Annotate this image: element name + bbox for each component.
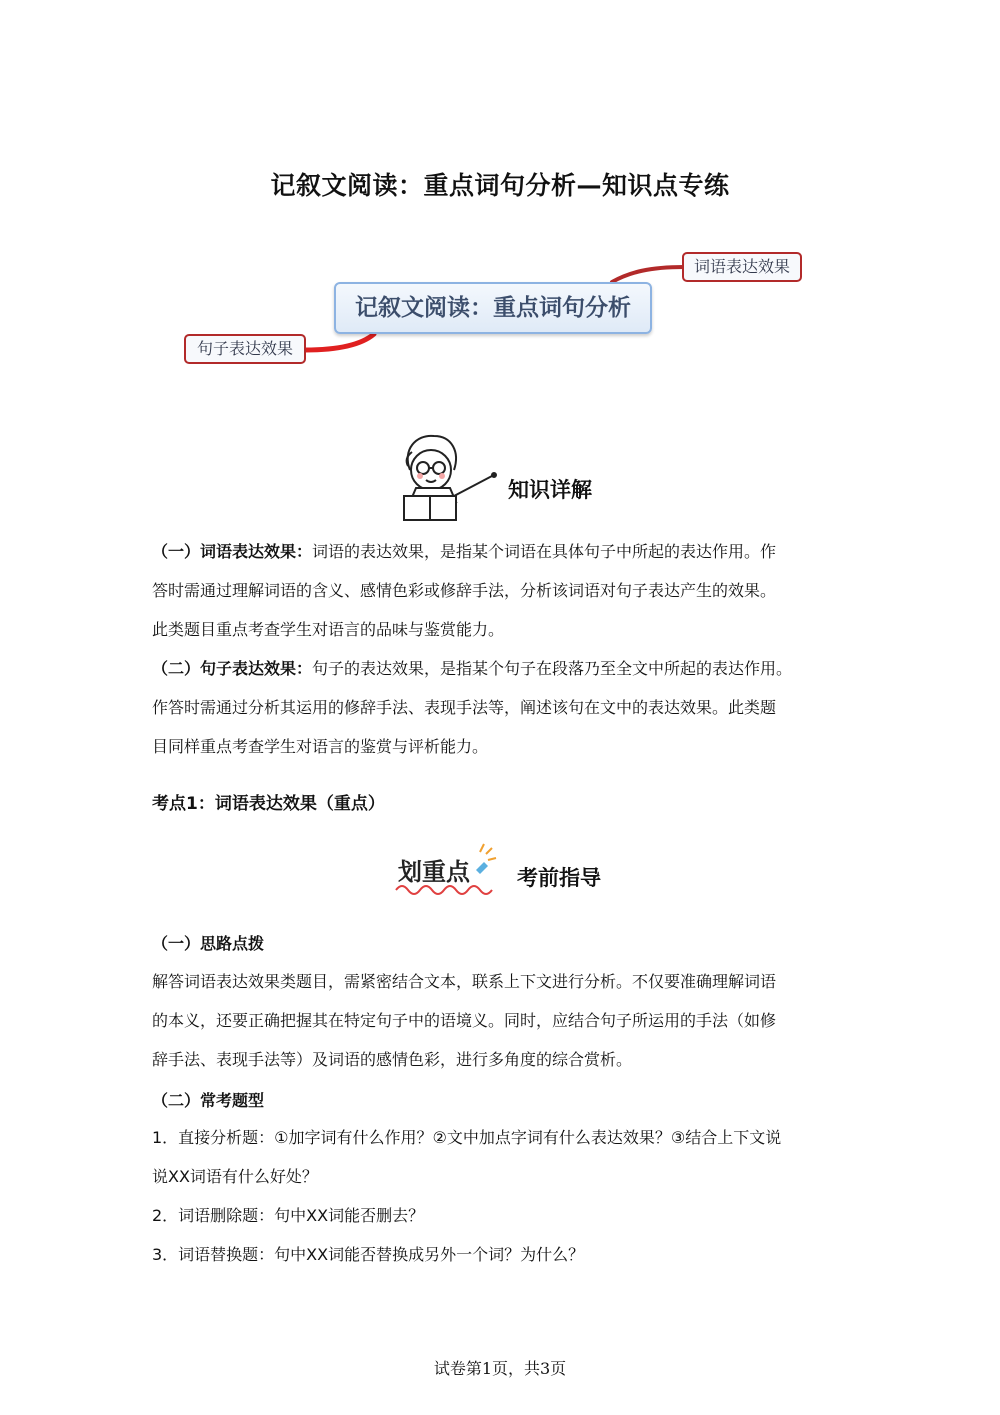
focus-badge-label: 考前指导 <box>517 865 601 890</box>
list-item-2: 2．词语删除题：句中XX词能否删去？ <box>152 1206 425 1225</box>
mindmap-center-node: 记叙文阅读：重点词句分析 <box>334 282 652 334</box>
sub2-heading: （二）常考题型 <box>152 1091 265 1110</box>
list-item-1-line1: 1．直接分析题：①加字词有什么作用？②文中加点字词有什么表达效果？③结合上下文说 <box>152 1128 782 1147</box>
list-item-1-line2: 说XX词语有什么好处？ <box>152 1167 318 1186</box>
section2-line2: 作答时需通过分析其运用的修辞手法、表现手法等，阐述该句在文中的表达效果。此类题 <box>152 698 777 717</box>
sub2-list <box>152 1118 852 1274</box>
sub1-heading: （一）思路点拨 <box>152 934 265 953</box>
section1-line2: 答时需通过理解词语的含义、感情色彩或修辞手法，分析该词语对句子表达产生的效果。 <box>152 581 777 600</box>
section1-paragraph <box>152 532 852 649</box>
section1-label: （一）词语表达效果： <box>152 542 313 561</box>
focus-stamp-text: 划重点 <box>398 858 470 886</box>
section2-text: 句子的表达效果，是指某个句子在段落乃至全文中所起的表达作用。 <box>312 659 793 678</box>
sub1-line2: 的本义，还要正确把握其在特定句子中的语境义。同时，应结合句子所运用的手法（如修 <box>152 1011 777 1030</box>
section1-line3: 此类题目重点考查学生对语言的品味与鉴赏能力。 <box>152 620 505 639</box>
section1-text: 词语的表达效果，是指某个词语在具体句子中所起的表达作用。作 <box>312 542 777 561</box>
document-title: 记叙文阅读：重点词句分析—知识点专练 <box>270 171 730 200</box>
teacher-icon <box>396 430 506 526</box>
section2-line3: 目同样重点考查学生对语言的鉴赏与评析能力。 <box>152 737 489 756</box>
page-footer: 试卷第1页，共3页 <box>433 1359 567 1378</box>
focus-stamp-icon <box>392 842 504 900</box>
list-item-3: 3．词语替换题：句中XX词能否替换成另外一个词？为什么？ <box>152 1245 585 1264</box>
mindmap-node-word-effect: 词语表达效果 <box>682 252 802 282</box>
section2-paragraph <box>152 649 852 766</box>
mindmap-connectors <box>0 0 1000 420</box>
section2-label: （二）句子表达效果： <box>152 659 313 678</box>
kaodian-heading: 考点1：词语表达效果（重点） <box>152 794 385 814</box>
sub1-line1: 解答词语表达效果类题目，需紧密结合文本，联系上下文进行分析。不仅要准确理解词语 <box>152 972 777 991</box>
sub1-line3: 辞手法、表现手法等）及词语的感情色彩，进行多角度的综合赏析。 <box>152 1050 633 1069</box>
sub1-paragraph <box>152 962 852 1079</box>
knowledge-badge-label: 知识详解 <box>508 477 592 502</box>
mindmap-node-sentence-effect: 句子表达效果 <box>184 334 306 364</box>
